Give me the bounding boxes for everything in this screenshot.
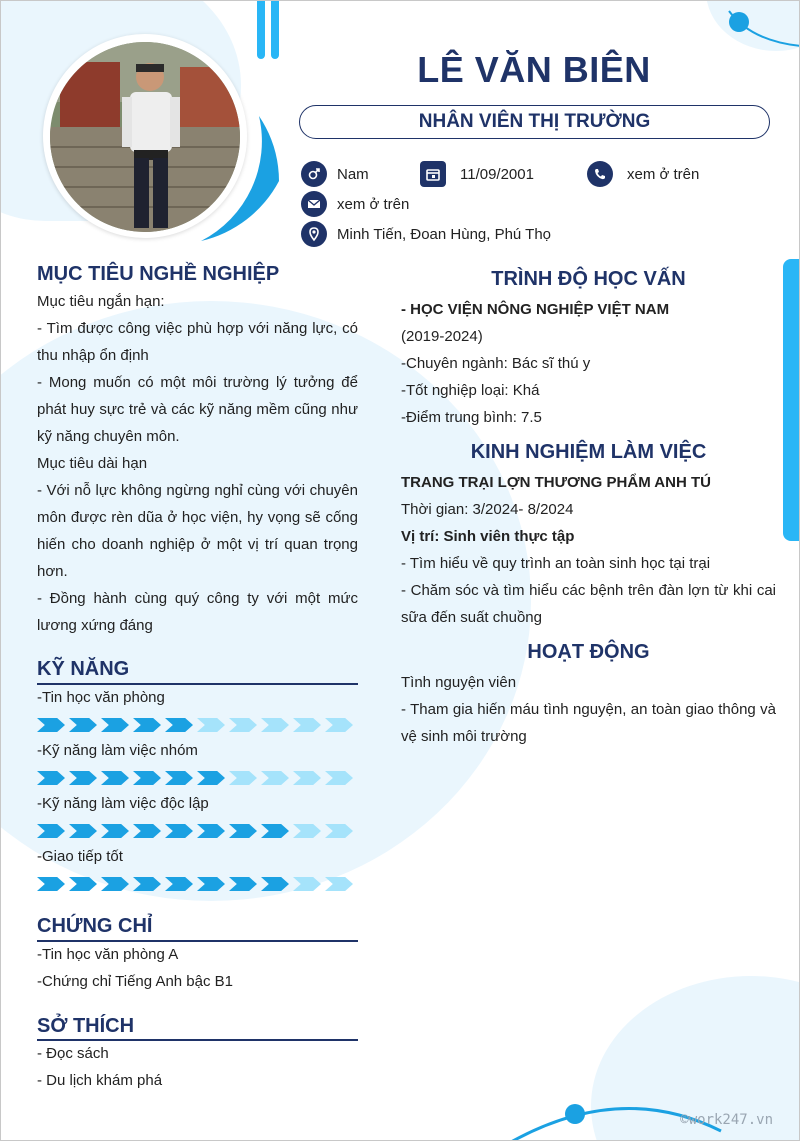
objective-long-2: - Đồng hành cùng quý công ty với một mức lương xứng đáng	[37, 590, 358, 634]
activity-role: Tình nguyện viên	[401, 674, 517, 691]
skills-title: KỸ NĂNG	[37, 658, 130, 680]
objective-short-2: - Mong muốn có một môi trường lý tưởng để phát huy sực trẻ và các kỹ năng mềm cũng như kỹ năng chuyên môn.	[37, 374, 358, 445]
experience-company: TRANG TRẠI LỢN THƯƠNG PHẨM ANH TÚ	[401, 474, 711, 491]
skill-label: -Tin học văn phòng	[37, 689, 165, 706]
job-title: NHÂN VIÊN THỊ TRƯỜNG	[299, 105, 770, 139]
activity-description: - Tham gia hiến máu tình nguyện, an toàn giao thông và vệ sinh môi trường	[401, 701, 776, 745]
skill-chevron-filled	[69, 771, 97, 785]
objective-title: MỤC TIÊU NGHỀ NGHIỆP	[37, 263, 280, 285]
info-gender	[301, 161, 369, 187]
education-school: - HỌC VIỆN NÔNG NGHIỆP VIỆT NAM	[401, 301, 670, 318]
education-major: -Chuyên ngành: Bác sĩ thú y	[401, 355, 591, 372]
education-grade: -Tốt nghiệp loại: Khá	[401, 382, 540, 399]
skill-chevron-filled	[197, 771, 225, 785]
skill-chevron-empty	[325, 824, 353, 838]
skill-chevron-empty	[325, 771, 353, 785]
hobby-item: - Du lịch khám phá	[37, 1072, 163, 1089]
calendar-icon	[420, 161, 446, 187]
skill-chevron-filled	[261, 877, 289, 891]
skill-chevron-empty	[261, 771, 289, 785]
skill-chevron-empty	[197, 718, 225, 732]
experience-title: KINH NGHIỆM LÀM VIỆC	[470, 441, 707, 463]
experience-task: - Chăm sóc và tìm hiểu các bệnh trên đàn lợn từ khi cai sữa đến suất chuồng	[401, 582, 776, 626]
experience-time: Thời gian: 3/2024- 8/2024	[401, 501, 574, 518]
skill-chevron-empty	[293, 824, 321, 838]
skill-chevron-filled	[165, 877, 193, 891]
education-gpa: -Điểm trung bình: 7.5	[401, 409, 542, 426]
experience-task: - Tìm hiểu về quy trình an toàn sinh học tại trại	[401, 555, 711, 572]
skills-rule	[37, 683, 358, 685]
skill-chevron-empty	[293, 771, 321, 785]
skill-chevron-filled	[69, 877, 97, 891]
skill-chevron-empty	[261, 718, 289, 732]
skill-chevron-filled	[197, 877, 225, 891]
skill-chevron-empty	[229, 718, 257, 732]
certificate-item: -Chứng chỉ Tiếng Anh bậc B1	[37, 973, 233, 990]
address-value: Minh Tiến, Đoan Hùng, Phú Thọ	[337, 225, 552, 243]
gender-icon	[301, 161, 327, 187]
skill-label: -Kỹ năng làm việc nhóm	[37, 742, 198, 759]
phone-value: xem ở trên	[627, 165, 700, 183]
skill-chevron-filled	[133, 877, 161, 891]
skill-level-bar	[37, 877, 353, 891]
info-email	[301, 191, 409, 217]
skill-chevron-filled	[165, 718, 193, 732]
skill-chevron-filled	[261, 824, 289, 838]
skill-chevron-filled	[101, 824, 129, 838]
education-title: TRÌNH ĐỘ HỌC VẤN	[491, 268, 686, 290]
skill-chevron-filled	[229, 877, 257, 891]
phone-icon	[587, 161, 613, 187]
certificates-rule	[37, 940, 358, 942]
skill-chevron-filled	[37, 877, 65, 891]
certificates-title: CHỨNG CHỈ	[37, 915, 153, 937]
skill-chevron-filled	[165, 771, 193, 785]
skill-chevron-empty	[229, 771, 257, 785]
skill-chevron-filled	[197, 824, 225, 838]
skill-chevron-filled	[101, 877, 129, 891]
candidate-name: LÊ VĂN BIÊN	[417, 49, 651, 90]
skill-level-bar	[37, 771, 353, 785]
hobbies-title: SỞ THÍCH	[37, 1015, 135, 1037]
education-years: (2019-2024)	[401, 328, 483, 345]
skill-chevron-filled	[133, 824, 161, 838]
objective-short-1: - Tìm được công việc phù hợp với năng lực, có thu nhập ổn định	[37, 320, 358, 364]
objective-short-label: Mục tiêu ngắn hạn:	[37, 293, 165, 310]
info-phone	[587, 161, 699, 187]
skill-chevron-empty	[293, 877, 321, 891]
skill-chevron-filled	[69, 824, 97, 838]
info-address	[301, 221, 551, 247]
hobby-item: - Đọc sách	[37, 1045, 109, 1062]
info-birthday	[420, 161, 534, 187]
watermark: ©work247.vn	[680, 1112, 773, 1128]
skill-level-bar	[37, 824, 353, 838]
accent-bar-right	[783, 259, 799, 541]
skill-chevron-filled	[69, 718, 97, 732]
skill-chevron-filled	[37, 771, 65, 785]
activities-title: HOẠT ĐỘNG	[527, 641, 650, 663]
skill-chevron-filled	[165, 824, 193, 838]
gender-value: Nam	[337, 165, 369, 183]
experience-position: Vị trí: Sinh viên thực tập	[401, 528, 575, 545]
skill-chevron-empty	[325, 877, 353, 891]
hobbies-rule	[37, 1039, 358, 1041]
skill-chevron-filled	[101, 771, 129, 785]
skill-chevron-filled	[133, 718, 161, 732]
location-pin-icon	[301, 221, 327, 247]
certificate-item: -Tin học văn phòng A	[37, 946, 179, 963]
skill-label: -Kỹ năng làm việc độc lập	[37, 795, 209, 812]
skill-chevron-filled	[229, 824, 257, 838]
skill-chevron-empty	[325, 718, 353, 732]
objective-long-1: - Với nỗ lực không ngừng nghỉ cùng với chuyên môn được rèn dũa ở học viện, hy vọng sẽ cống hiến cho doanh nghiệp ở một vị trí quan trọng hơn.	[37, 482, 358, 580]
email-value: xem ở trên	[337, 195, 410, 213]
skill-chevron-filled	[101, 718, 129, 732]
mail-icon	[301, 191, 327, 217]
skill-label: -Giao tiếp tốt	[37, 848, 123, 865]
objective-long-label: Mục tiêu dài hạn	[37, 455, 148, 472]
avatar	[50, 42, 240, 232]
skill-chevron-filled	[37, 824, 65, 838]
birthday-value: 11/09/2001	[460, 165, 534, 183]
skill-chevron-filled	[133, 771, 161, 785]
skill-chevron-empty	[293, 718, 321, 732]
skill-chevron-filled	[37, 718, 65, 732]
skill-level-bar	[37, 718, 353, 732]
